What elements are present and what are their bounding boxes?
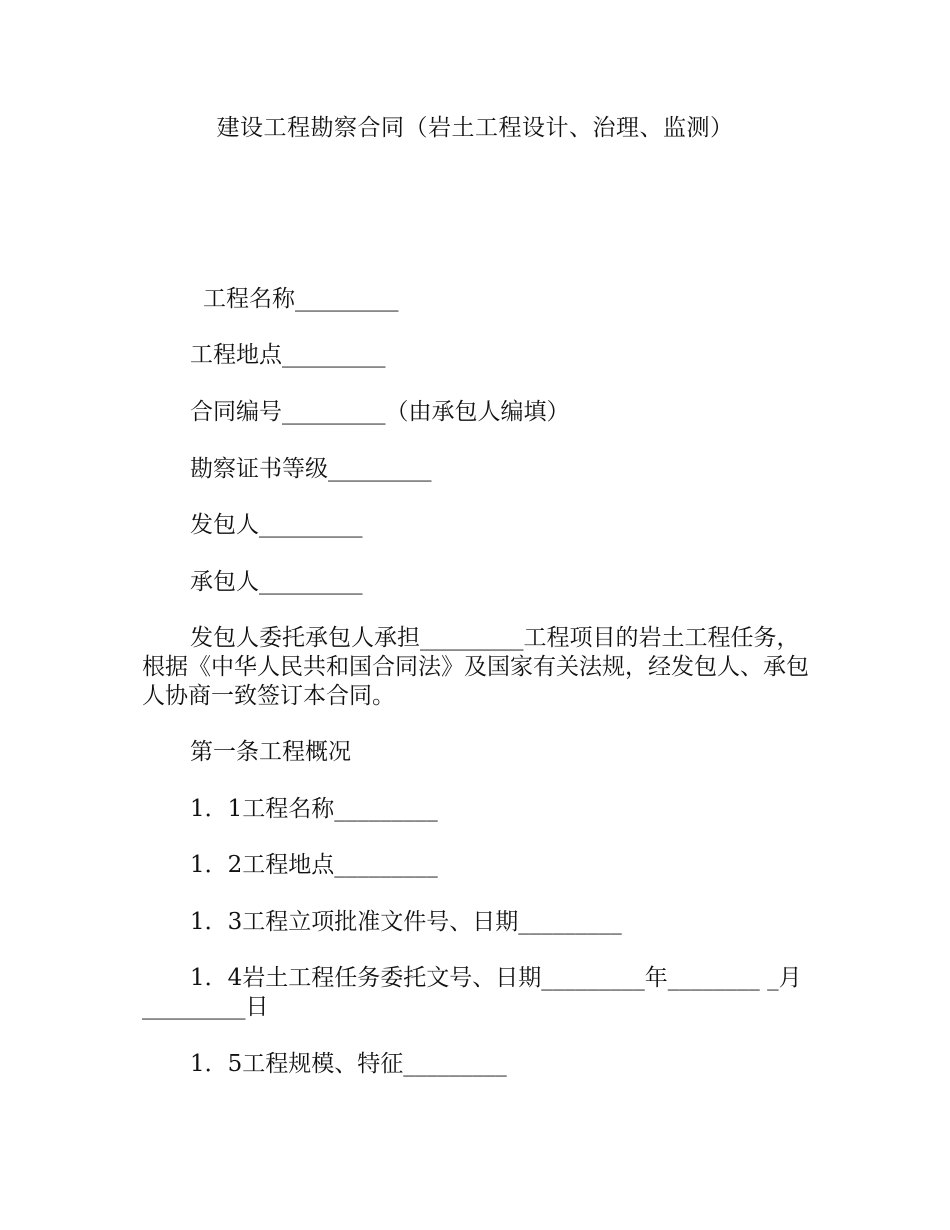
field-certificate-level: 勘察证书等级_________ [190, 456, 432, 482]
contract-preamble: 发包人委托承包人承担_________工程项目的岩土工程任务，根据《中华人民共和国合同法》及国家有关法规，经发包人、承包人协商一致签订本合同。 [142, 625, 809, 709]
item-1-3: 1．3工程立项批准文件号、日期_________ [190, 909, 622, 935]
field-contract-number: 合同编号_________（由承包人编填） [190, 399, 570, 425]
field-employer: 发包人_________ [190, 512, 363, 538]
item-1-4: 1．4岩土工程任务委托文号、日期_________年________ _月_________日 [142, 965, 802, 1020]
field-project-location: 工程地点_________ [190, 342, 386, 368]
field-project-name: 工程名称_________ [203, 286, 399, 312]
item-1-1: 1．1工程名称_________ [190, 796, 438, 822]
field-contractor: 承包人_________ [190, 569, 363, 595]
item-1-2: 1．2工程地点_________ [190, 852, 438, 878]
document-title: 建设工程勘察合同（岩土工程设计、治理、监测） [216, 115, 734, 141]
article-1-heading: 第一条工程概况 [190, 739, 351, 765]
item-1-5: 1．5工程规模、特征_________ [190, 1051, 507, 1077]
